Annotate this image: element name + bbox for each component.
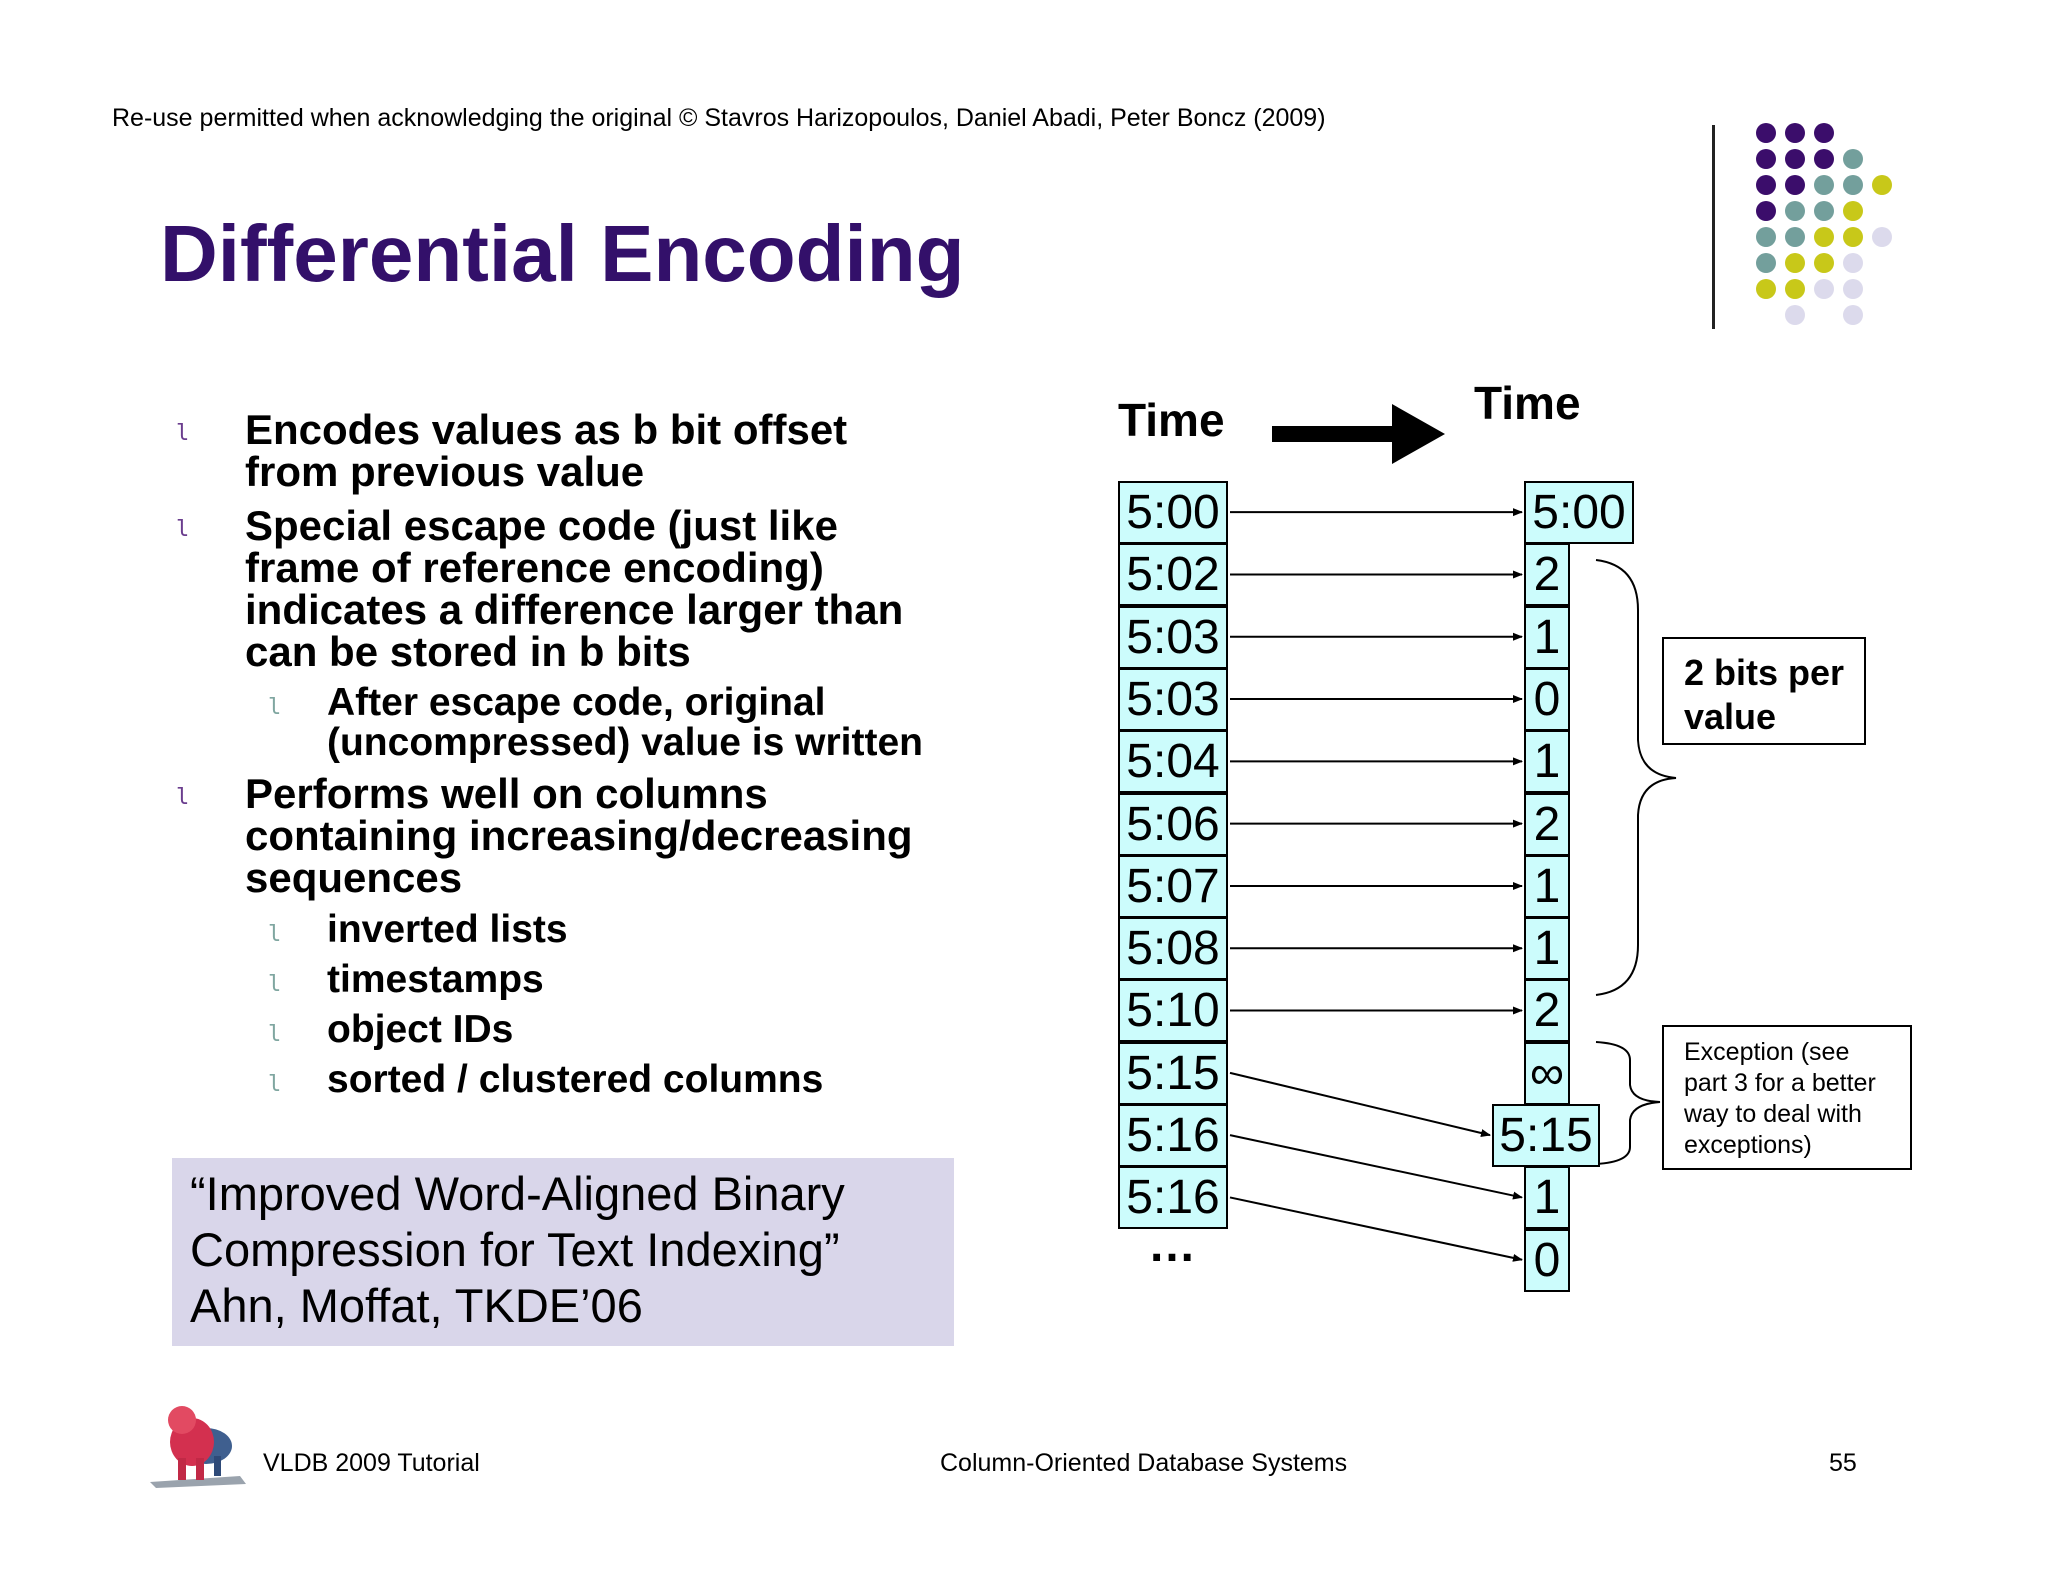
exception-brace-icon (1596, 1042, 1660, 1164)
right-encoded-cell: ∞ (1524, 1042, 1570, 1105)
bullet-line: from previous value (245, 448, 645, 495)
annotation-line: exceptions) (1684, 1131, 1812, 1159)
bullet-marker: l (176, 785, 190, 810)
annotation-line: value (1684, 696, 1777, 737)
bullet-line: After escape code, original (327, 681, 826, 724)
left-time-header: Time (1118, 394, 1225, 446)
bullet-line: can be stored in b bits (245, 628, 691, 675)
right-encoded-cell: 0 (1524, 1229, 1570, 1292)
right-encoded-cell: 1 (1524, 606, 1570, 669)
right-encoded-cell: 1 (1524, 730, 1570, 793)
bullet-line: sorted / clustered columns (327, 1058, 824, 1101)
bits-per-value-annotation (1662, 637, 1866, 745)
bullet-line: indicates a difference larger than (245, 586, 904, 633)
left-time-cell: 5:06 (1118, 793, 1228, 856)
bullet-line: Special escape code (just like (245, 502, 838, 549)
left-time-cell: 5:10 (1118, 979, 1228, 1042)
bullet-marker: l (268, 1072, 282, 1097)
bullet-line: sequences (245, 854, 463, 901)
citation-line: Ahn, Moffat, TKDE’06 (190, 1279, 643, 1332)
left-time-cell: 5:02 (1118, 543, 1228, 606)
footer-center: Column-Oriented Database Systems (940, 1449, 1348, 1477)
right-encoded-cell: 5:00 (1524, 481, 1634, 544)
bullet-line: timestamps (327, 958, 544, 1001)
bullet-line: object IDs (327, 1008, 514, 1051)
bullet-line: containing increasing/decreasing (245, 812, 913, 859)
left-time-cell: 5:15 (1118, 1042, 1228, 1105)
left-time-cell: 5:07 (1118, 855, 1228, 918)
right-encoded-cell: 2 (1524, 793, 1570, 856)
mapping-arrow (1230, 1197, 1522, 1259)
annotation-line: part 3 for a better (1684, 1069, 1876, 1097)
mapping-arrow (1230, 1135, 1522, 1197)
slide-title: Differential Encoding (160, 209, 965, 298)
right-encoded-cell: 0 (1524, 668, 1570, 731)
left-time-cell: 5:04 (1118, 730, 1228, 793)
citation-line: Compression for Text Indexing” (190, 1223, 840, 1276)
bullet-marker: l (268, 695, 282, 720)
left-time-cell: 5:03 (1118, 668, 1228, 731)
citation-line: “Improved Word-Aligned Binary (190, 1167, 845, 1220)
right-time-header: Time (1474, 377, 1581, 429)
left-time-cell: 5:00 (1118, 481, 1228, 544)
right-encoded-cell: 5:15 (1492, 1104, 1600, 1167)
right-encoded-cell: 1 (1524, 917, 1570, 980)
ellipsis: … (1148, 1219, 1196, 1272)
left-time-cell: 5:08 (1118, 917, 1228, 980)
left-time-cell: 5:16 (1118, 1166, 1228, 1229)
lion-logo-icon (148, 1400, 248, 1488)
bullet-line: inverted lists (327, 908, 568, 951)
bullet-line: Encodes values as b bit offset (245, 406, 848, 453)
bullet-marker: l (176, 517, 190, 542)
page-number: 55 (1829, 1449, 1857, 1477)
annotation-line: Exception (see (1684, 1038, 1850, 1066)
right-encoded-cell: 2 (1524, 543, 1570, 606)
header-note: Re-use permitted when acknowledging the original © Stavros Harizopoulos, Daniel Abadi, Peter Boncz (2009) (112, 104, 1326, 132)
annotation-line: 2 bits per (1684, 652, 1845, 693)
right-encoded-cell: 2 (1524, 979, 1570, 1042)
big-arrow-icon (1272, 404, 1445, 464)
left-time-cell: 5:16 (1118, 1104, 1228, 1167)
exception-annotation (1662, 1025, 1912, 1170)
annotation-line: way to deal with (1684, 1100, 1862, 1128)
left-time-cell: 5:03 (1118, 606, 1228, 669)
right-encoded-cell: 1 (1524, 855, 1570, 918)
bullet-marker: l (268, 922, 282, 947)
bullet-marker: l (268, 972, 282, 997)
bits-brace-icon (1596, 560, 1676, 995)
bullet-line: frame of reference encoding) (245, 544, 824, 591)
bullet-marker: l (268, 1022, 282, 1047)
bullet-line: (uncompressed) value is written (327, 721, 923, 764)
bullet-line: Performs well on columns (245, 770, 768, 817)
bullet-marker: l (176, 421, 190, 446)
footer-left: VLDB 2009 Tutorial (263, 1449, 480, 1477)
right-encoded-cell: 1 (1524, 1166, 1570, 1229)
mapping-arrow (1230, 1073, 1490, 1135)
